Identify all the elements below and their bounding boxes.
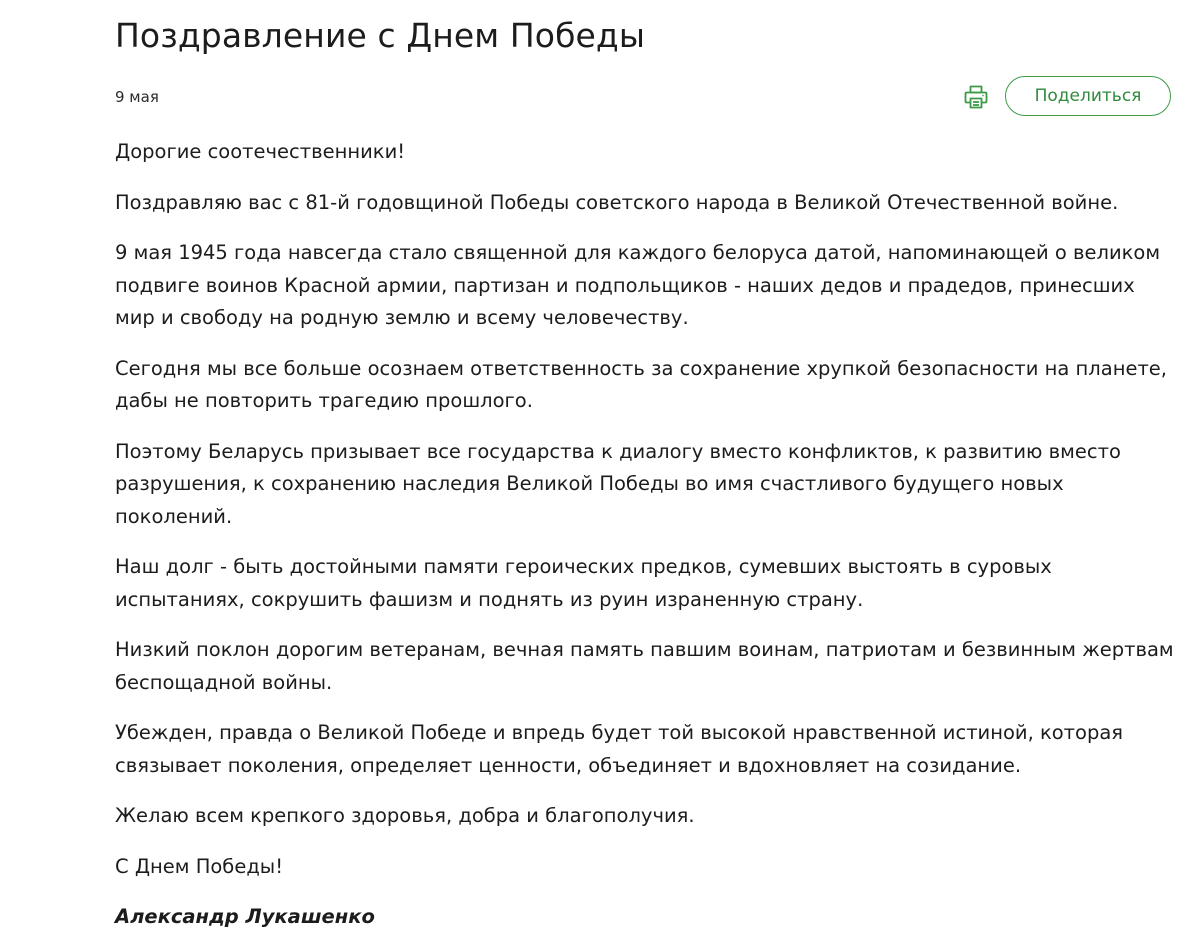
paragraph: Убежден, правда о Великой Победе и впредь будет той высокой нравственной истиной, которая связывает поколения, определяет ценности, объединяет и вдохновляет на созидание. bbox=[115, 721, 1124, 777]
paragraph: Сегодня мы все больше осознаем ответственность за сохранение хрупкой безопасности на планете, дабы не повторить трагедию прошлого. bbox=[115, 356, 1168, 412]
printer-icon bbox=[963, 84, 989, 110]
paragraph: Наш долг - быть достойными памяти героических предков, сумевших выстоять в суровых испытаниях, сокрушить фашизм и поднять из руин израненную страну. bbox=[115, 555, 1052, 611]
signature: Александр Лукашенко bbox=[115, 905, 375, 928]
paragraph: Поздравляю вас с 81-й годовщиной Победы советского народа в Великой Отечественной войне. bbox=[115, 190, 1119, 214]
paragraph: Низкий поклон дорогим ветеранам, вечная память павшим воинам, патриотам и безвинным жертвам беспощадной войны. bbox=[115, 638, 1174, 694]
publish-date: 9 мая bbox=[115, 88, 159, 106]
paragraph: 9 мая 1945 года навсегда стало священной для каждого белоруса датой, напоминающей о великом подвиге воинов Красной армии, партизан и подпольщиков - наших дедов и прадедов, принесших мир и свободу на родную землю и всему человечеству. bbox=[115, 241, 1161, 329]
page-title: Поздравление с Днем Победы bbox=[115, 16, 646, 55]
paragraph: Дорогие соотечественники! bbox=[115, 140, 406, 163]
share-button[interactable]: Поделиться bbox=[1005, 76, 1171, 116]
article-body bbox=[115, 136, 1175, 952]
meta-row bbox=[115, 76, 1173, 118]
paragraph: С Днем Победы! bbox=[115, 854, 284, 878]
paragraph: Желаю всем крепкого здоровья, добра и благополучия. bbox=[115, 804, 695, 827]
print-button[interactable] bbox=[961, 82, 991, 112]
paragraph: Поэтому Беларусь призывает все государства к диалогу вместо конфликтов, к развитию вместо разрушения, к сохранению наследия Великой Победы во имя счастливого будущего новых поколений. bbox=[115, 439, 1121, 528]
